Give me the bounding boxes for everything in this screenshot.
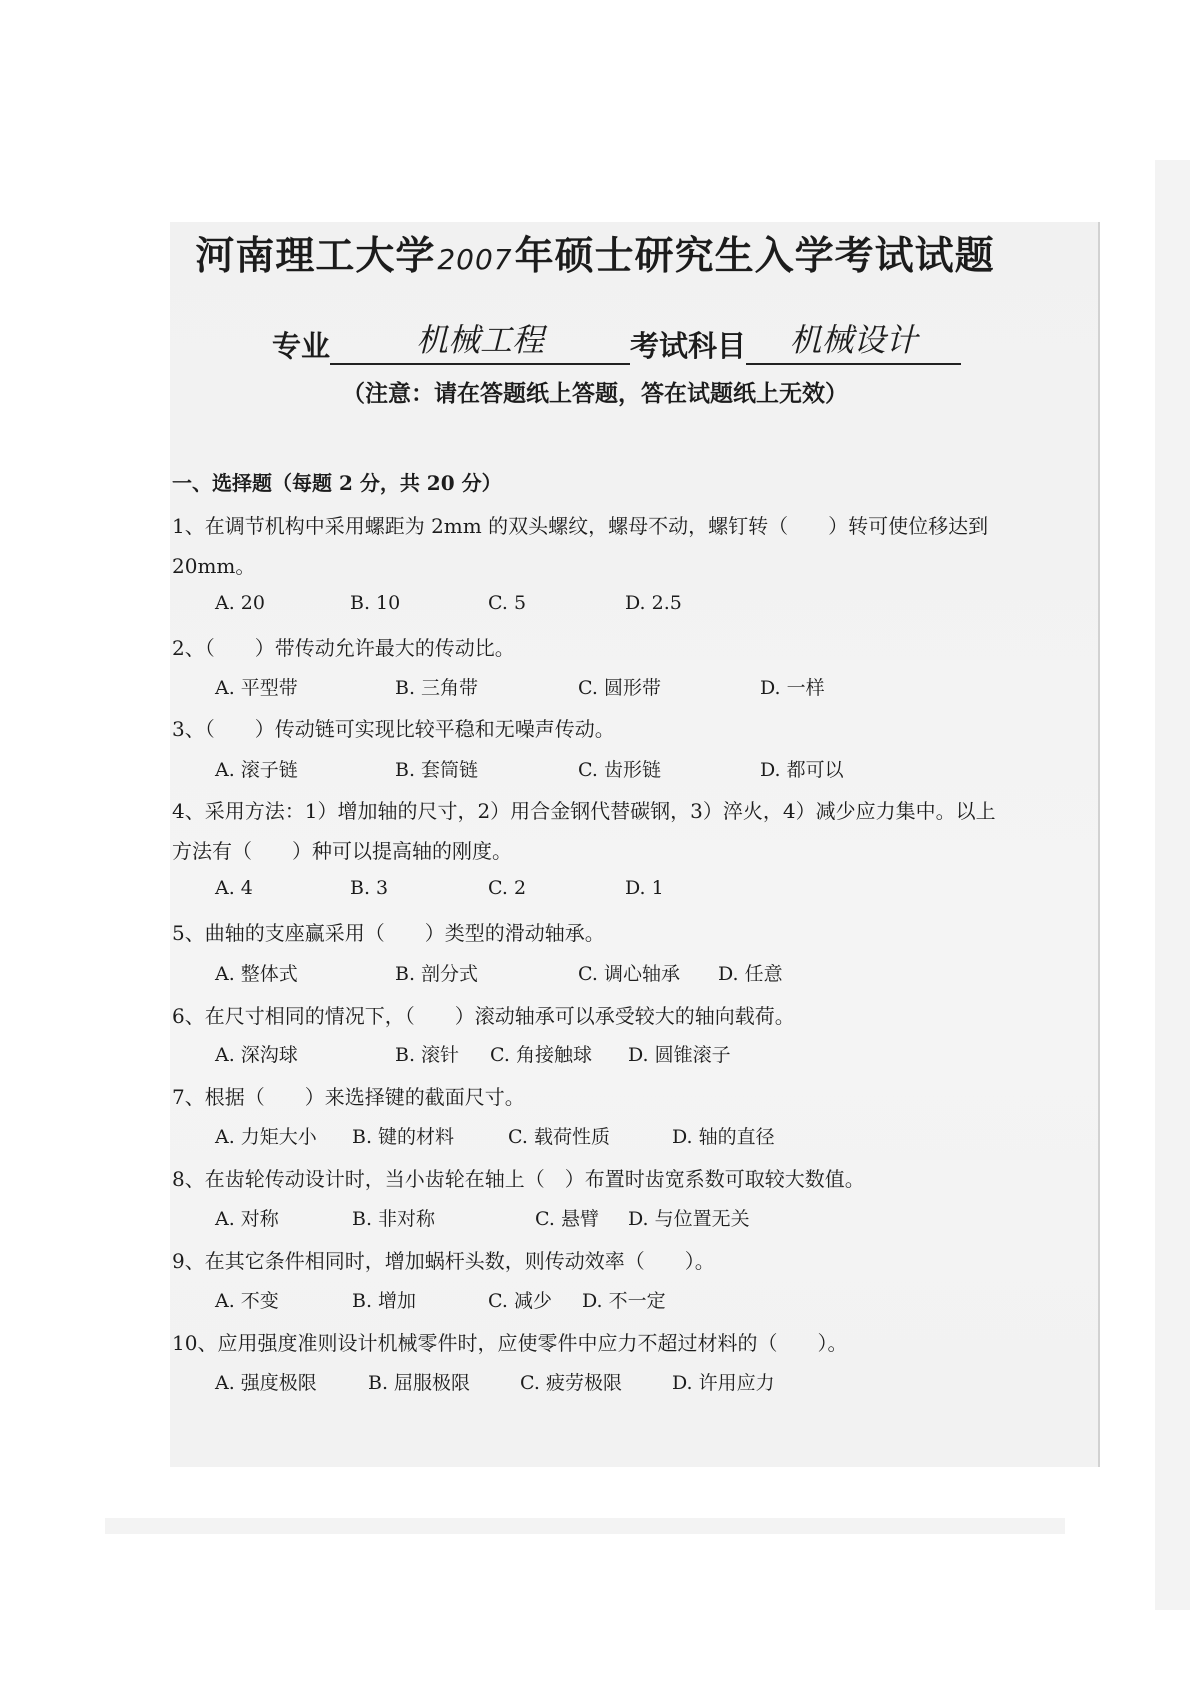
question-10-text: 10、应用强度准则设计机械零件时，应使零件中应力不超过材料的（ ）。: [172, 1331, 848, 1355]
option-b: B. 屈服极限: [368, 1372, 471, 1394]
title-suffix: 年硕士研究生入学考试试题: [514, 233, 995, 279]
option-d: D. 1: [625, 877, 664, 899]
option-b: B. 键的材料: [352, 1126, 455, 1148]
exam-title: [0, 225, 1190, 281]
option-d: D. 一样: [760, 677, 825, 699]
option-d: D. 2.5: [625, 592, 682, 614]
option-a: A. 不变: [215, 1290, 279, 1312]
option-a: A. 深沟球: [215, 1044, 298, 1066]
option-b: B. 剖分式: [395, 963, 479, 985]
option-d: D. 不一定: [582, 1290, 666, 1312]
option-b: B. 非对称: [352, 1208, 436, 1230]
option-d: D. 许用应力: [672, 1372, 775, 1394]
question-3-text: 3、（ ）传动链可实现比较平稳和无噪声传动。: [172, 717, 615, 741]
major-value-handwritten: 机械工程: [330, 315, 630, 365]
option-c: C. 载荷性质: [508, 1126, 610, 1148]
subject-value-handwritten: 机械设计: [746, 315, 961, 365]
option-b: B. 套筒链: [395, 759, 479, 781]
question-7-text: 7、根据（ ）来选择键的截面尺寸。: [172, 1085, 525, 1109]
section-heading: 一、选择题（每题 2 分，共 20 分）: [172, 471, 502, 495]
question-4-text-cont: 方法有（ ）种可以提高轴的刚度。: [172, 839, 512, 863]
option-d: D. 轴的直径: [672, 1126, 775, 1148]
question-5-text: 5、曲轴的支座赢采用（ ）类型的滑动轴承。: [172, 921, 605, 945]
option-b: B. 三角带: [395, 677, 479, 699]
option-d: D. 都可以: [760, 759, 844, 781]
option-a: A. 对称: [215, 1208, 279, 1230]
question-9-text: 9、在其它条件相同时，增加蜗杆头数，则传动效率（ ）。: [172, 1249, 715, 1273]
option-c: C. 减少: [488, 1290, 552, 1312]
major-label: 专业: [272, 329, 331, 363]
scan-edge: [1098, 222, 1100, 1467]
option-a: A. 滚子链: [215, 759, 298, 781]
option-c: C. 悬臂: [535, 1208, 599, 1230]
scan-bottom-band: [105, 1518, 1065, 1534]
exam-notice: （注意：请在答题纸上答题，答在试题纸上无效）: [342, 380, 848, 407]
question-2-text: 2、（ ）带传动允许最大的传动比。: [172, 636, 515, 660]
option-a: A. 强度极限: [215, 1372, 317, 1394]
question-4-text: 4、采用方法：1）增加轴的尺寸，2）用合金钢代替碳钢，3）淬火，4）减少应力集中。以上: [172, 799, 996, 823]
option-c: C. 2: [488, 877, 527, 899]
option-b: B. 增加: [352, 1290, 417, 1312]
subject-label: 考试科目: [630, 329, 747, 363]
option-b: B. 滚针: [395, 1044, 460, 1066]
question-1-text-cont: 20mm。: [172, 554, 256, 578]
question-8-text: 8、在齿轮传动设计时，当小齿轮在轴上（ ）布置时齿宽系数可取较大数值。: [172, 1167, 865, 1191]
major-subject-line: [272, 315, 961, 365]
option-a: A. 20: [215, 592, 265, 614]
option-d: D. 与位置无关: [628, 1208, 750, 1230]
option-a: A. 整体式: [215, 963, 298, 985]
option-c: C. 调心轴承: [578, 963, 680, 985]
question-6-text: 6、在尺寸相同的情况下，（ ）滚动轴承可以承受较大的轴向载荷。: [172, 1004, 795, 1028]
option-a: A. 4: [215, 877, 253, 899]
option-b: B. 3: [350, 877, 389, 899]
option-a: A. 平型带: [215, 677, 298, 699]
option-d: D. 任意: [718, 963, 783, 985]
option-b: B. 10: [350, 592, 401, 614]
option-c: C. 齿形链: [578, 759, 661, 781]
option-a: A. 力矩大小: [215, 1126, 317, 1148]
option-d: D. 圆锥滚子: [628, 1044, 731, 1066]
question-1-text: 1、在调节机构中采用螺距为 2mm 的双头螺纹，螺母不动，螺钉转（ ）转可使位移达到: [172, 514, 989, 538]
option-c: C. 角接触球: [490, 1044, 592, 1066]
title-year-handwritten: 2007: [437, 243, 513, 276]
title-prefix: 河南理工大学: [195, 233, 436, 279]
option-c: C. 疲劳极限: [520, 1372, 622, 1394]
option-c: C. 圆形带: [578, 677, 661, 699]
option-c: C. 5: [488, 592, 527, 614]
